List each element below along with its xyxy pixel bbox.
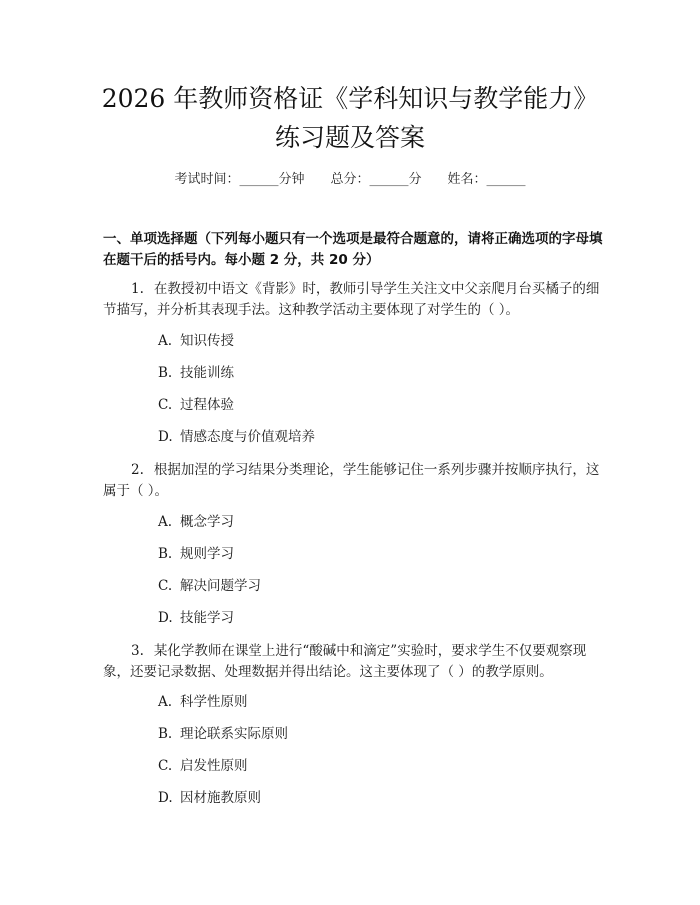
option-letter: A.	[158, 333, 173, 349]
question-1-option-c	[158, 396, 234, 414]
option-letter: C.	[158, 758, 173, 774]
option-letter: B.	[158, 546, 173, 562]
option-letter: C.	[158, 397, 173, 413]
question-number: 1.	[131, 281, 144, 297]
option-text: 科学性原则	[180, 694, 248, 710]
question-1-option-a	[158, 332, 234, 350]
question-3-option-a	[158, 693, 248, 711]
option-text: 技能训练	[180, 365, 234, 381]
name-label: 姓名：______	[447, 172, 526, 187]
question-number: 3.	[131, 643, 144, 659]
question-2-option-c	[158, 577, 261, 595]
question-2-option-d	[158, 609, 234, 627]
total-score-label: 总分：______分	[330, 172, 422, 187]
question-1-option-b	[158, 364, 234, 382]
option-text: 知识传授	[180, 333, 234, 349]
question-3-option-c	[158, 757, 248, 775]
question-3	[103, 641, 603, 683]
option-text: 因材施教原则	[180, 790, 261, 806]
question-number: 2.	[131, 462, 144, 478]
option-letter: B.	[158, 726, 173, 742]
option-text: 情感态度与价值观培养	[180, 429, 315, 445]
option-letter: D.	[158, 429, 173, 445]
question-3-option-d	[158, 789, 261, 807]
option-text: 理论联系实际原则	[180, 726, 288, 742]
option-text: 概念学习	[180, 514, 234, 530]
question-text: 在教授初中语文《背影》时，教师引导学生关注文中父亲爬月台买橘子的细节描写，并分析其表现手法。这种教学活动主要体现了对学生的（ ）。	[103, 281, 600, 318]
exam-time-label: 考试时间：______分钟	[174, 172, 305, 187]
option-letter: D.	[158, 790, 173, 806]
option-text: 技能学习	[180, 610, 234, 626]
question-3-option-b	[158, 725, 288, 743]
question-2-option-b	[158, 545, 234, 563]
option-letter: B.	[158, 365, 173, 381]
exam-meta	[0, 168, 700, 187]
question-text: 根据加涅的学习结果分类理论，学生能够记住一系列步骤并按顺序执行，这属于（ ）。	[103, 462, 600, 499]
question-text: 某化学教师在课堂上进行“酸碱中和滴定”实验时，要求学生不仅要观察现象，还要记录数据、处理数据并得出结论。这主要体现了（ ）的教学原则。	[103, 643, 587, 680]
section-heading-single-choice: 一、单项选择题（下列每小题只有一个选项是最符合题意的，请将正确选项的字母填在题干后的括号内。每小题 2 分，共 20 分）	[103, 231, 603, 268]
question-2	[103, 460, 603, 502]
question-2-option-a	[158, 513, 234, 531]
option-letter: C.	[158, 578, 173, 594]
page-title-line-2: 练习题及答案	[274, 123, 425, 152]
question-1-option-d	[158, 428, 315, 446]
page-title-line-1: 2026 年教师资格证《学科知识与教学能力》	[101, 84, 599, 113]
option-text: 解决问题学习	[180, 578, 261, 594]
option-text: 过程体验	[180, 397, 234, 413]
option-text: 启发性原则	[180, 758, 248, 774]
option-letter: A.	[158, 514, 173, 530]
option-text: 规则学习	[180, 546, 234, 562]
option-letter: D.	[158, 610, 173, 626]
option-letter: A.	[158, 694, 173, 710]
question-1	[103, 279, 603, 321]
